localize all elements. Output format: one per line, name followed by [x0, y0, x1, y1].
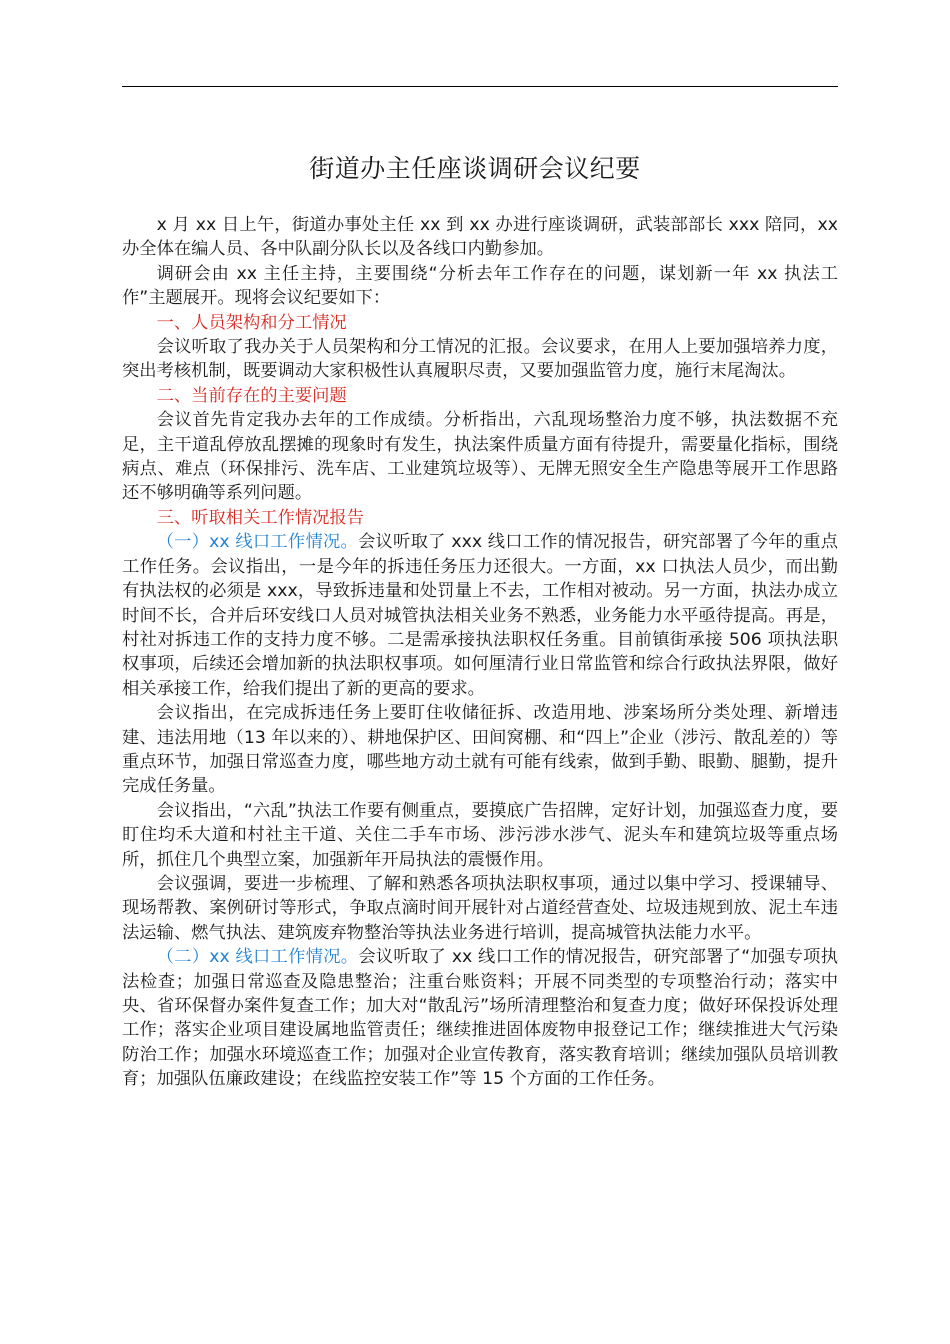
document-title: 街道办主任座谈调研会议纪要 [309, 154, 641, 183]
document-body [122, 213, 838, 1092]
subsection-2-label: （二）xx 线口工作情况。 [156, 947, 359, 968]
demolition-paragraph: 会议指出，在完成拆违任务上要盯住收储征拆、改造用地、涉案场所分类处理、新增违建、违法用地（13 年以来的）、耕地保护区、田间窝棚、和“四上”企业（涉污、散乱差的）等重点环节，加强日常巡查力度，哪些地方动土就有可能有线索，做到手勤、眼勤、腿勤，提升完成任务量。 [122, 703, 838, 797]
meeting-host-paragraph: 调研会由 xx 主任主持，主要围绕“分析去年工作存在的问题，谋划新一年 xx 执法工作”主题展开。现将会议纪要如下： [122, 263, 838, 309]
header-rule [122, 86, 838, 87]
subsection-1-paragraph [122, 530, 838, 701]
subsection-1-label: （一）xx 线口工作情况。 [156, 532, 359, 553]
intro-paragraph: x 月 xx 日上午，街道办事处主任 xx 到 xx 办进行座谈调研，武装部部长 xxx 陪同，xx 办全体在编人员、各中队副分队长以及各线口内勤参加。 [122, 215, 838, 260]
problems-paragraph: 会议首先肯定我办去年的工作成绩。分析指出，六乱现场整治力度不够，执法数据不充足，主干道乱停放乱摆摊的现象时有发生，执法案件质量方面有待提升，需要量化指标，围绕病点、难点（环保排污、洗车店、工业建筑垃圾等）、无牌无照安全生产隐患等展开工作思路还不够明确等系列问题。 [122, 410, 838, 504]
section-heading-1: 一、人员架构和分工情况 [156, 312, 347, 333]
section-heading-2: 二、当前存在的主要问题 [156, 385, 347, 406]
staffing-paragraph: 会议听取了我办关于人员架构和分工情况的汇报。会议要求，在用人上要加强培养力度，突出考核机制，既要调动大家积极性认真履职尽责，又要加强监管力度，施行末尾淘汰。 [122, 337, 838, 382]
section-heading-3: 三、听取相关工作情况报告 [156, 507, 364, 528]
training-paragraph: 会议强调，要进一步梳理、了解和熟悉各项执法职权事项，通过以集中学习、授课辅导、现场帮教、案例研讨等形式，争取点滴时间开展针对占道经营查处、垃圾违规到放、泥土车违法运输、燃气执法、建筑废弃物整治等执法业务进行培训，提高城管执法能力水平。 [122, 873, 838, 943]
subsection-1-text: 会议听取了 xxx 线口工作的情况报告，研究部署了今年的重点工作任务。会议指出，一是今年的拆违任务压力还很大。一方面，xx 口执法人员少，而出勤有执法权的必须是 xxx，导致拆违量和处罚量上不去，工作相对被动。另一方面，执法办成立时间不长，合并后环安线口人员对城管执法相关业务不熟悉，业务能力水平亟待提高。再是，村社对拆违工作的支持力度不够。二是需承接执法职权任务重。目前镇街承接 506 项执法职权事项，后续还会增加新的执法职权事项。如何厘清行业日常监管和综合行政执法界限，做好相关承接工作，给我们提出了新的更高的要求。 [122, 532, 838, 699]
subsection-2-paragraph [122, 945, 838, 1091]
subsection-2-text: 会议听取了 xx 线口工作的情况报告，研究部署了“加强专项执法检查；加强日常巡查及隐患整治；注重台账资料；开展不同类型的专项整治行动；落实中央、省环保督办案件复查工作；加大对“散乱污”场所清理整治和复查力度；做好环保投诉处理工作；落实企业项目建设属地监管责任；继续推进固体废物申报登记工作；继续推进大气污染防治工作；加强水环境巡查工作；加强对企业宣传教育，落实教育培训；继续加强队员培训教育；加强队伍廉政建设；在线监控安装工作”等 15 个方面的工作任务。 [122, 947, 838, 1090]
six-chaos-paragraph: 会议指出，“六乱”执法工作要有侧重点，要摸底广告招牌，定好计划，加强巡查力度，要盯住均禾大道和村社主干道、关住二手车市场、涉污涉水涉气、泥头车和建筑垃圾等重点场所，抓住几个典型立案，加强新年开局执法的震慑作用。 [122, 800, 838, 870]
